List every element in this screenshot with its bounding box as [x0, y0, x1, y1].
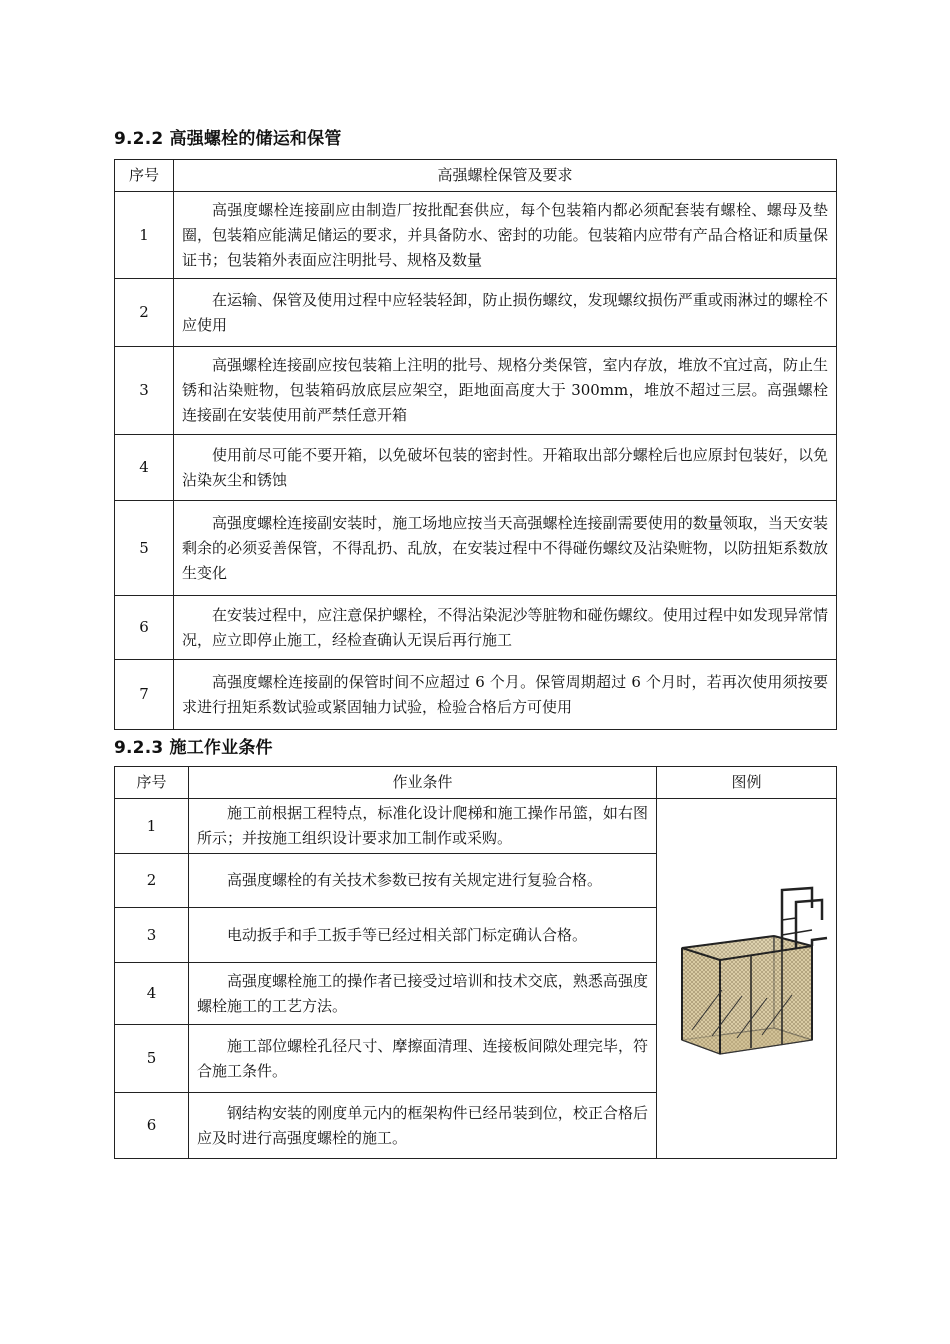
header-conditions: 作业条件	[189, 767, 657, 799]
table-row	[115, 596, 837, 660]
row-no: 4	[115, 963, 189, 1025]
row-no: 2	[115, 854, 189, 908]
row-text: 使用前尽可能不要开箱，以免破坏包装的密封性。开箱取出部分螺栓后也应原封包装好，以免沾染灰尘和锈蚀	[182, 445, 828, 489]
row-no: 2	[115, 279, 174, 347]
table-header-row	[115, 767, 837, 799]
row-text: 高强度螺栓施工的操作者已接受过培训和技术交底，熟悉高强度螺栓施工的工艺方法。	[197, 971, 648, 1015]
hanging-basket-illustration	[662, 880, 832, 1070]
storage-requirements-table	[114, 159, 837, 730]
row-no: 5	[115, 501, 174, 596]
table-row	[115, 279, 837, 347]
table-row	[115, 799, 837, 854]
row-text: 高强螺栓连接副应按包装箱上注明的批号、规格分类保管，室内存放，堆放不宜过高，防止生锈和沾染赃物，包装箱码放底层应架空，距地面高度大于 300mm，堆放不超过三层。高强螺栓连接副在安装使用前严禁任意开箱	[182, 356, 828, 424]
row-text: 电动扳手和手工扳手等已经过相关部门标定确认合格。	[227, 925, 588, 944]
row-text: 施工前根据工程特点，标准化设计爬梯和施工操作吊篮，如右图所示；并按施工组织设计要求加工制作或采购。	[197, 804, 648, 847]
row-no: 5	[115, 1025, 189, 1093]
row-no: 3	[115, 347, 174, 435]
row-text: 钢结构安装的刚度单元内的框架构件已经吊装到位，校正合格后应及时进行高强度螺栓的施工。	[197, 1103, 648, 1147]
row-no: 3	[115, 908, 189, 963]
table-header-row	[115, 160, 837, 192]
table-row	[115, 660, 837, 730]
row-no: 1	[115, 192, 174, 279]
row-text: 在运输、保管及使用过程中应轻装轻卸，防止损伤螺纹，发现螺纹损伤严重或雨淋过的螺栓不应使用	[182, 290, 828, 334]
section-922-title: 9.2.2 高强螺栓的储运和保管	[114, 129, 342, 149]
row-no: 7	[115, 660, 174, 730]
figure-cell	[657, 799, 837, 1159]
header-no: 序号	[115, 767, 189, 799]
row-no: 6	[115, 596, 174, 660]
row-text: 高强度螺栓的有关技术参数已按有关规定进行复验合格。	[227, 871, 603, 889]
header-requirements: 高强螺栓保管及要求	[174, 160, 837, 192]
work-conditions-table	[114, 766, 837, 1159]
header-figure: 图例	[657, 767, 837, 799]
header-no: 序号	[115, 160, 174, 192]
row-no: 4	[115, 435, 174, 501]
table-row	[115, 501, 837, 596]
table-row	[115, 435, 837, 501]
row-no: 6	[115, 1093, 189, 1159]
row-text: 高强度螺栓连接副应由制造厂按批配套供应，每个包装箱内都必须配套装有螺栓、螺母及垫圈，包装箱应能满足储运的要求，并具备防水、密封的功能。包装箱内应带有产品合格证和质量保证书；包装箱外表面应注明批号、规格及数量	[182, 200, 828, 269]
table-row	[115, 192, 837, 279]
row-text: 在安装过程中，应注意保护螺栓，不得沾染泥沙等脏物和碰伤螺纹。使用过程中如发现异常情况，应立即停止施工，经检查确认无误后再行施工	[182, 605, 828, 649]
section-923-title: 9.2.3 施工作业条件	[114, 738, 273, 758]
row-no: 1	[115, 799, 189, 854]
row-text: 高强度螺栓连接副安装时，施工场地应按当天高强螺栓连接副需要使用的数量领取，当天安装剩余的必须妥善保管，不得乱扔、乱放，在安装过程中不得碰伤螺纹及沾染赃物，以防扭矩系数放生变化	[182, 513, 828, 582]
row-text: 高强度螺栓连接副的保管时间不应超过 6 个月。保管周期超过 6 个月时，若再次使用须按要求进行扭矩系数试验或紧固轴力试验，检验合格后方可使用	[182, 672, 828, 716]
row-text: 施工部位螺栓孔径尺寸、摩擦面清理、连接板间隙处理完毕，符合施工条件。	[197, 1036, 648, 1080]
table-row	[115, 347, 837, 435]
